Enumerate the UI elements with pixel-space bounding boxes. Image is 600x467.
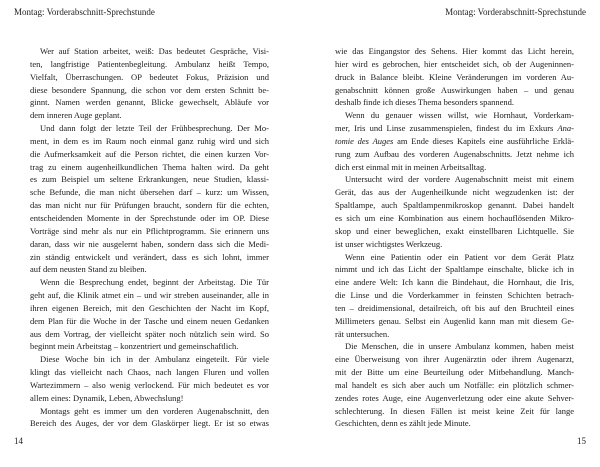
text-line: entscheidenden Momente in der Sprechstunde oder im OP. Diese	[30, 212, 269, 223]
text-line: dich erst einmal mit in meinen Arbeitsalltag.	[335, 161, 487, 172]
text-line: Geschichten, denn es zählt jede Minute.	[335, 418, 471, 429]
text-line: daran, dass wir nie ausgelernt haben, sondern dass sich die Medi-	[30, 238, 269, 249]
text-line: dem Plan für die Woche in der Tasche und einem neuen Gedanken	[30, 315, 269, 326]
text-line: druck in Balance bleibt. Kleine Veränderungen im vorderen Au-	[335, 71, 574, 82]
text-line: Wenn die Besprechung endet, beginnt der Arbeitstag. Die Tür	[40, 277, 269, 288]
text-line: Spaltlampe, auch Spaltlampenmikroskop genannt. Dabei handelt	[335, 200, 574, 211]
text-line: Vielfalt, Überraschungen. OP bedeutet Fokus, Präzision und	[30, 71, 269, 82]
text-line: Und dann folgt der letzte Teil der Frühbesprechung. Der Mo-	[40, 123, 269, 134]
text-line: es zum Beispiel um seltene Erkrankungen, neue Studien, klassi-	[30, 174, 269, 185]
text-line: Diese Woche bin ich in der Ambulanz eingeteilt. Für viele	[40, 354, 269, 365]
running-head-left: Montag: Vorderabschnitt-Sprechstunde	[14, 7, 155, 17]
text-line: zendes rotes Auge, eine Augenverletzung oder eine akute Sehver-	[335, 392, 574, 403]
text-line: Bereich des Auges, der vor dem Glaskörper liegt. Er ist so etwas	[30, 418, 269, 429]
text-line: trag zu einem augenheilkundlichen Thema halten wird. Da geht	[30, 161, 269, 172]
text-line: skop und einer beweglichen, exakt einstellbaren Lichtquelle. Sie	[335, 225, 574, 236]
text-line: dem inneren Auge geplant.	[30, 110, 122, 121]
text-line: deshalb finde ich dieses Thema besonders spannend.	[335, 97, 515, 108]
text-line: Die Menschen, die in unsere Ambulanz kommen, haben meist	[345, 341, 574, 352]
text-line: eine andere Welt: Ich kann die Bindehaut, die Hornhaut, die Iris,	[335, 277, 574, 288]
text-line: Wartezimmern – also wenig verlockend. Für mich bedeutet es vor	[30, 379, 269, 390]
text-line: ment, in dem es im Raum noch einmal ganz ruhig wird und sich	[30, 135, 269, 146]
text-line: die Aufmerksamkeit auf die Person richtet, die einen kurzen Vor-	[30, 148, 269, 159]
text-line: genabschnitt können große Auswirkungen haben – und genau	[335, 84, 574, 95]
text-line: das man nicht nur für Prüfungen braucht, sondern für die echten,	[30, 200, 269, 211]
text-line: Millimeters genau. Selbst ein Augenlid kann man mit diesem Ge-	[335, 315, 574, 326]
text-line: sche Befunde, die man nicht übersehen darf – kurz: um Wissen,	[30, 187, 269, 198]
text-line: die Linse und die Vorderkammer in feinsten Schichten betrach-	[335, 290, 574, 301]
text-line: Montags geht es immer um den vorderen Augenabschnitt, den	[40, 405, 269, 416]
text-line: klingt das vielleicht nach Chaos, nach langen Fluren und vollen	[30, 367, 269, 378]
text-line: mit der Bitte um eine Beurteilung oder Mitbehandlung. Manch-	[335, 367, 574, 378]
page-number-left: 14	[14, 436, 23, 446]
text-line: zin ständig entwickelt und verändert, dass es sich lohnt, immer	[30, 251, 269, 262]
text-line: Untersucht wird der vordere Augenabschnitt meist mit einem	[345, 174, 574, 185]
left-page-body	[30, 45, 269, 430]
running-head-right: Montag: Vorderabschnitt-Sprechstunde	[445, 7, 586, 17]
text-line: auf dem neusten Stand zu bleiben.	[30, 264, 147, 275]
text-line: Wenn du genauer wissen willst, wie Hornhaut, Vorderkam-	[345, 110, 574, 121]
right-page	[300, 0, 600, 467]
page-number-right: 15	[577, 436, 586, 446]
text-line: ginnt. Namen werden genannt, Blicke gewechselt, Abläufe vor	[30, 97, 269, 108]
text-line: beginnt mein Arbeitstag – konzentriert und gemeinschaftlich.	[30, 341, 239, 352]
text-line: diese besondere Spannung, die schon vor dem ersten Schnitt be-	[30, 84, 269, 95]
text-line: nimmt und ich das Licht der Spaltlampe einschalte, blicke ich in	[335, 264, 574, 275]
text-line: mal handelt es sich aber auch um Notfälle: ein plötzlich schmer-	[335, 379, 574, 390]
text-line: hier wird es gebrochen, hier entscheidet sich, ob der Augeninnen-	[335, 58, 574, 69]
text-line: ist unser wichtigstes Werkzeug.	[335, 238, 443, 249]
text-line: Vorträge sind mehr als nur ein Pflichtprogramm. Sie erinnern uns	[30, 225, 269, 236]
text-line: Wer auf Station arbeitet, weiß: Das bedeutet Gespräche, Visi-	[40, 46, 269, 56]
text-line: rung zum Aufbau des vorderen Augenabschnitts. Jetzt nehme ich	[335, 148, 574, 159]
text-line: aus dem Vortrag, der vielleicht später noch nützlich sein wird. So	[30, 328, 269, 339]
text-line: ten, langfristige Patientenbegleitung. Ambulanz heißt Tempo,	[30, 58, 269, 69]
text-line: geht auf, die Klinik atmet ein – und wir streben auseinander, alle in	[30, 290, 269, 301]
text-line: Wenn eine Patientin oder ein Patient vor dem Gerät Platz	[345, 251, 574, 262]
text-line: ten – dreidimensional, detailreich, oft bis auf den Bruchteil eines	[335, 302, 574, 313]
text-line: allem eines: Dynamik, Leben, Abwechslung!	[30, 392, 184, 403]
text-line: schlechterung. In diesen Fällen ist meist keine Zeit für lange	[335, 405, 574, 416]
text-line: wie das Eingangstor des Sehens. Hier kommt das Licht herein,	[335, 46, 574, 56]
text-line: mer, Iris und Linse zusammenspielen, findest du im Exkurs Ana-	[335, 123, 574, 134]
text-line: es sich um eine Kombination aus einem hochauflösenden Mikro-	[335, 212, 574, 223]
text-line: ihren eigenen Bereich, mit den Geschichten der Nacht im Kopf,	[30, 302, 269, 313]
text-line: tomie des Auges am Ende dieses Kapitels eine ausführliche Erklä-	[335, 135, 574, 146]
text-line: rät untersuchen.	[335, 328, 390, 339]
right-page-body	[335, 45, 574, 430]
text-line: Gerät, das aus der Augenheilkunde nicht wegzudenken ist: der	[335, 187, 574, 198]
text-line: eine Überweisung von ihrer Augenärztin oder ihrem Augenarzt,	[335, 354, 574, 365]
